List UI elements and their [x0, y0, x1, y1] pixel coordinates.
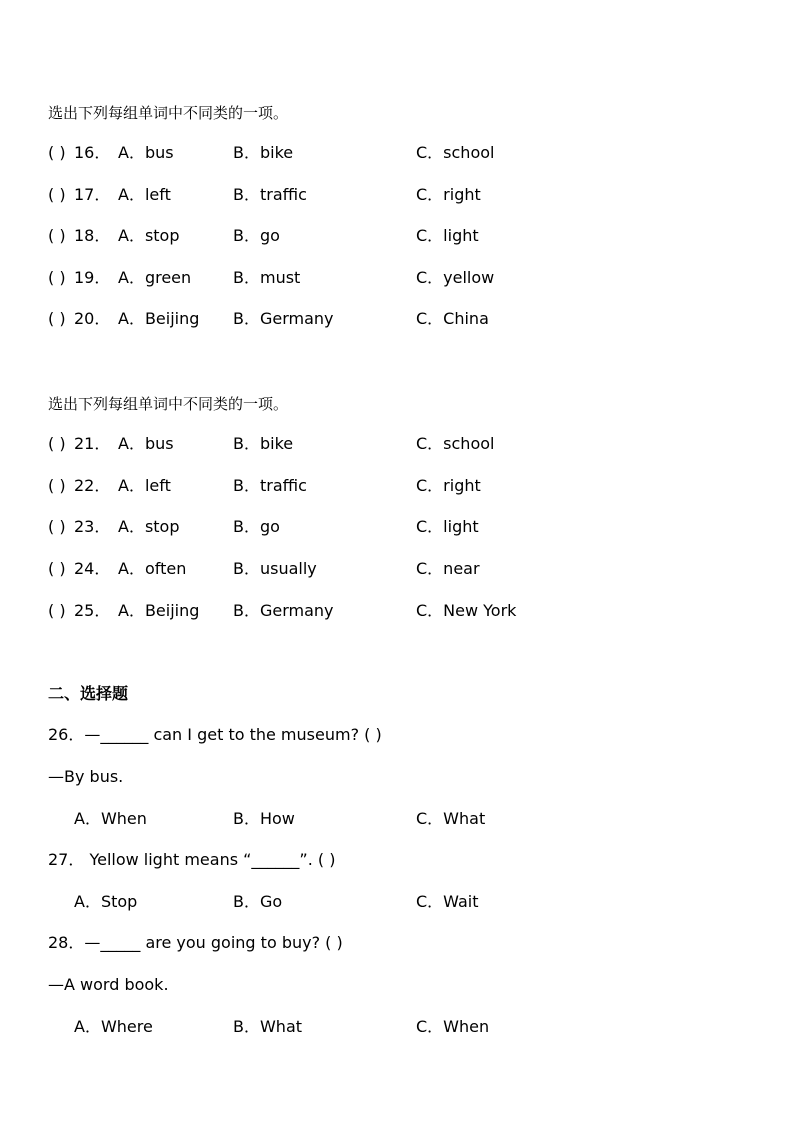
option-c[interactable]: C．What: [416, 809, 486, 828]
question-number: 20．: [74, 309, 111, 328]
question-number: 19．: [74, 268, 111, 287]
question-number: 24．: [74, 559, 111, 578]
question-number: 17．: [74, 185, 111, 204]
option-a: A．stop: [118, 226, 180, 245]
option-b: B．traffic: [233, 185, 307, 204]
option-c[interactable]: C．When: [416, 1017, 490, 1036]
option-b: B．Germany: [233, 601, 334, 620]
option-c: C．right: [416, 476, 481, 495]
section3-heading: 二、选择题: [48, 684, 129, 703]
question-26-options: [48, 807, 648, 831]
option-a: A．Beijing: [118, 601, 200, 620]
option-b[interactable]: B．Go: [233, 892, 283, 911]
option-c: C．yellow: [416, 268, 495, 287]
option-a: A．left: [118, 185, 171, 204]
option-b: B．Germany: [233, 309, 334, 328]
answer-blank[interactable]: ( ): [48, 517, 66, 536]
answer-blank[interactable]: ( ): [48, 476, 66, 495]
option-a[interactable]: A．Stop: [74, 892, 138, 911]
question-26-stem: 26．—______ can I get to the museum? ( ): [48, 725, 382, 744]
option-c: C．New York: [416, 601, 517, 620]
question-18: [48, 224, 648, 248]
question-24: [48, 557, 648, 581]
question-16: [48, 141, 648, 165]
option-c: C．light: [416, 226, 479, 245]
option-a: A．bus: [118, 143, 174, 162]
question-27-stem: 27． Yellow light means “______”. ( ): [48, 850, 336, 869]
option-a: A．Beijing: [118, 309, 200, 328]
option-a: A．left: [118, 476, 171, 495]
question-number: 25．: [74, 601, 111, 620]
option-c: C．China: [416, 309, 489, 328]
section2-instruction: 选出下列每组单词中不同类的一项。: [48, 395, 289, 413]
question-27-options: [48, 890, 648, 914]
option-c[interactable]: C．Wait: [416, 892, 479, 911]
option-a[interactable]: A．Where: [74, 1017, 153, 1036]
answer-blank[interactable]: ( ): [48, 559, 66, 578]
answer-blank[interactable]: ( ): [48, 434, 66, 453]
option-a: A．green: [118, 268, 192, 287]
option-c: C．right: [416, 185, 481, 204]
question-number: 21．: [74, 434, 111, 453]
answer-blank[interactable]: ( ): [48, 226, 66, 245]
question-26-reply: —By bus.: [48, 767, 124, 786]
option-b: B．traffic: [233, 476, 307, 495]
question-17: [48, 183, 648, 207]
answer-blank[interactable]: ( ): [48, 143, 66, 162]
question-21: [48, 432, 648, 456]
section1-instruction: 选出下列每组单词中不同类的一项。: [48, 104, 289, 122]
question-number: 22．: [74, 476, 111, 495]
option-b: B．go: [233, 517, 280, 536]
question-23: [48, 515, 648, 539]
option-b: B．usually: [233, 559, 317, 578]
question-19: [48, 266, 648, 290]
question-number: 23．: [74, 517, 111, 536]
option-c: C．school: [416, 143, 495, 162]
option-c: C．near: [416, 559, 480, 578]
answer-blank[interactable]: ( ): [48, 185, 66, 204]
option-a[interactable]: A．When: [74, 809, 147, 828]
option-b[interactable]: B．What: [233, 1017, 303, 1036]
option-a: A．often: [118, 559, 187, 578]
question-22: [48, 474, 648, 498]
question-28-reply: —A word book.: [48, 975, 169, 994]
question-25: [48, 599, 648, 623]
option-c: C．school: [416, 434, 495, 453]
option-b: B．bike: [233, 143, 294, 162]
answer-blank[interactable]: ( ): [48, 601, 66, 620]
question-28-options: [48, 1015, 648, 1039]
answer-blank[interactable]: ( ): [48, 309, 66, 328]
option-c: C．light: [416, 517, 479, 536]
answer-blank[interactable]: ( ): [48, 268, 66, 287]
option-b: B．bike: [233, 434, 294, 453]
question-number: 16．: [74, 143, 111, 162]
option-b: B．must: [233, 268, 301, 287]
question-28-stem: 28．—_____ are you going to buy? ( ): [48, 933, 343, 952]
question-number: 18．: [74, 226, 111, 245]
option-b: B．go: [233, 226, 280, 245]
option-b[interactable]: B．How: [233, 809, 295, 828]
question-20: [48, 307, 648, 331]
option-a: A．stop: [118, 517, 180, 536]
option-a: A．bus: [118, 434, 174, 453]
